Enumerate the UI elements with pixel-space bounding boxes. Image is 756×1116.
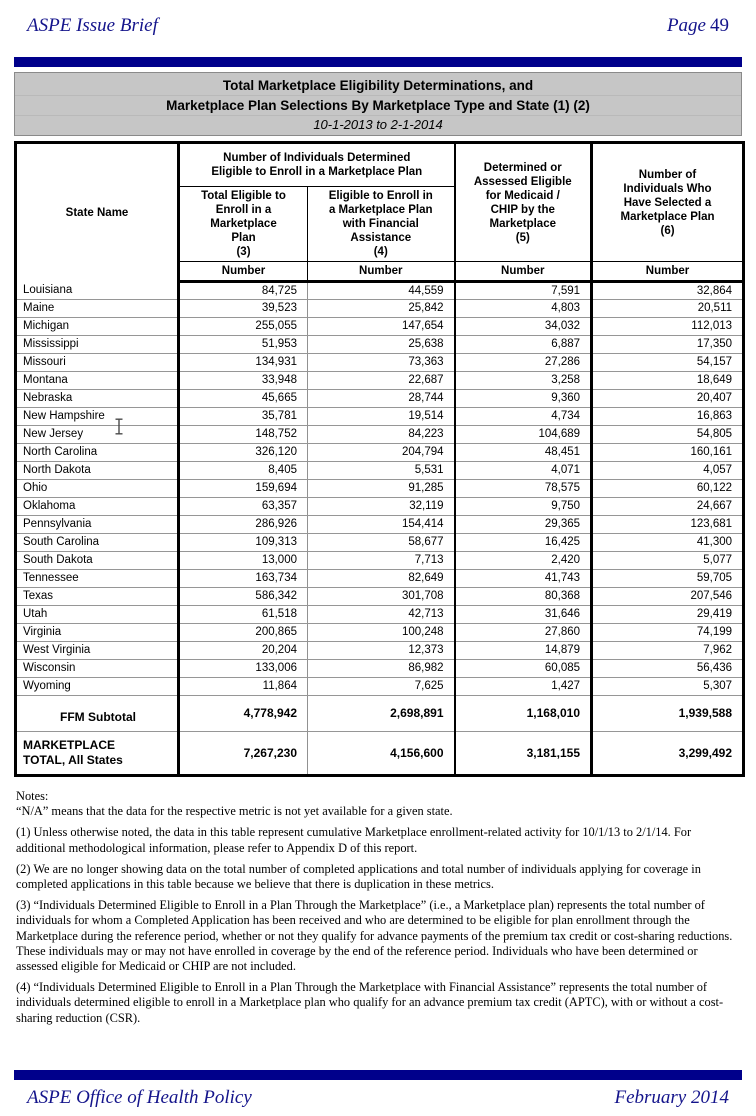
value-cell: 7,625 bbox=[308, 678, 455, 696]
value-cell: 148,752 bbox=[179, 426, 308, 444]
value-cell: 25,638 bbox=[308, 336, 455, 354]
value-cell: 48,451 bbox=[455, 444, 592, 462]
value-cell: 73,363 bbox=[308, 354, 455, 372]
value-cell: 60,122 bbox=[592, 480, 744, 498]
value-cell: 51,953 bbox=[179, 336, 308, 354]
value-cell: 286,926 bbox=[179, 516, 308, 534]
page-masthead bbox=[27, 15, 729, 37]
page-number bbox=[667, 15, 729, 37]
table-row bbox=[16, 462, 744, 480]
grand-total-value: 3,181,155 bbox=[455, 732, 592, 776]
state-cell: Wyoming bbox=[16, 678, 179, 696]
table-row bbox=[16, 390, 744, 408]
value-cell: 4,071 bbox=[455, 462, 592, 480]
value-cell: 13,000 bbox=[179, 552, 308, 570]
bottom-divider-bar bbox=[14, 1070, 742, 1080]
value-cell: 56,436 bbox=[592, 660, 744, 678]
state-cell: Oklahoma bbox=[16, 498, 179, 516]
table-row bbox=[16, 408, 744, 426]
value-cell: 5,531 bbox=[308, 462, 455, 480]
top-divider-bar bbox=[14, 57, 742, 67]
unit-label: Number bbox=[179, 262, 308, 282]
subtotal-value: 4,778,942 bbox=[179, 696, 308, 732]
state-cell: Ohio bbox=[16, 480, 179, 498]
value-cell: 24,667 bbox=[592, 498, 744, 516]
notes-heading: Notes: bbox=[16, 789, 49, 803]
value-cell: 20,204 bbox=[179, 642, 308, 660]
document-page bbox=[0, 15, 756, 1116]
state-cell: West Virginia bbox=[16, 642, 179, 660]
value-cell: 9,750 bbox=[455, 498, 592, 516]
state-cell: Maine bbox=[16, 300, 179, 318]
value-cell: 204,794 bbox=[308, 444, 455, 462]
table-row bbox=[16, 660, 744, 678]
value-cell: 8,405 bbox=[179, 462, 308, 480]
grand-total-label: MARKETPLACE TOTAL, All States bbox=[16, 732, 179, 776]
value-cell: 16,863 bbox=[592, 408, 744, 426]
table-row bbox=[16, 642, 744, 660]
table-row bbox=[16, 588, 744, 606]
note-1: (1) Unless otherwise noted, the data in this table represent cumulative Marketplace enrollment-related activity for 10/1/13 to 2/1/14. For additional methodological information, please refer to Appendix D of this report. bbox=[16, 825, 692, 855]
state-cell: Nebraska bbox=[16, 390, 179, 408]
table-row bbox=[16, 444, 744, 462]
footer-office: ASPE Office of Health Policy bbox=[27, 1087, 252, 1108]
table-row bbox=[16, 336, 744, 354]
value-cell: 301,708 bbox=[308, 588, 455, 606]
table-row bbox=[16, 606, 744, 624]
value-cell: 200,865 bbox=[179, 624, 308, 642]
grand-total-value: 4,156,600 bbox=[308, 732, 455, 776]
state-cell: Virginia bbox=[16, 624, 179, 642]
subtotal-value: 1,168,010 bbox=[455, 696, 592, 732]
value-cell: 2,420 bbox=[455, 552, 592, 570]
value-cell: 25,842 bbox=[308, 300, 455, 318]
value-cell: 586,342 bbox=[179, 588, 308, 606]
table-title-line1: Total Marketplace Eligibility Determinations, and bbox=[15, 76, 741, 96]
value-cell: 154,414 bbox=[308, 516, 455, 534]
value-cell: 160,161 bbox=[592, 444, 744, 462]
value-cell: 35,781 bbox=[179, 408, 308, 426]
value-cell: 63,357 bbox=[179, 498, 308, 516]
value-cell: 4,734 bbox=[455, 408, 592, 426]
value-cell: 31,646 bbox=[455, 606, 592, 624]
state-cell: North Dakota bbox=[16, 462, 179, 480]
value-cell: 61,518 bbox=[179, 606, 308, 624]
value-cell: 42,713 bbox=[308, 606, 455, 624]
unit-label: Number bbox=[592, 262, 744, 282]
value-cell: 12,373 bbox=[308, 642, 455, 660]
value-cell: 19,514 bbox=[308, 408, 455, 426]
marketplace-total-row bbox=[16, 732, 744, 776]
value-cell: 20,511 bbox=[592, 300, 744, 318]
page-footer bbox=[0, 1070, 756, 1109]
value-cell: 41,743 bbox=[455, 570, 592, 588]
value-cell: 17,350 bbox=[592, 336, 744, 354]
value-cell: 59,705 bbox=[592, 570, 744, 588]
value-cell: 80,368 bbox=[455, 588, 592, 606]
grand-total-value: 3,299,492 bbox=[678, 745, 733, 760]
header-total-eligible: Total Eligible to Enroll in a Marketplace Plan (3) bbox=[179, 187, 308, 262]
note-na: “N/A” means that the data for the respective metric is not yet available for a given state. bbox=[16, 804, 453, 819]
value-cell: 7,591 bbox=[455, 282, 592, 300]
state-cell: North Carolina bbox=[16, 444, 179, 462]
value-cell: 147,654 bbox=[308, 318, 455, 336]
notes-section bbox=[16, 789, 740, 1026]
table-row bbox=[16, 678, 744, 696]
value-cell: 123,681 bbox=[592, 516, 744, 534]
value-cell: 58,677 bbox=[308, 534, 455, 552]
value-cell: 133,006 bbox=[179, 660, 308, 678]
table-row bbox=[16, 552, 744, 570]
value-cell: 45,665 bbox=[179, 390, 308, 408]
value-cell: 39,523 bbox=[179, 300, 308, 318]
value-cell: 5,077 bbox=[592, 552, 744, 570]
subtotal-value: 2,698,891 bbox=[308, 696, 455, 732]
table-row bbox=[16, 354, 744, 372]
value-cell: 6,887 bbox=[455, 336, 592, 354]
value-cell: 5,307 bbox=[592, 678, 744, 696]
value-cell: 28,744 bbox=[308, 390, 455, 408]
value-cell: 112,013 bbox=[592, 318, 744, 336]
value-cell: 134,931 bbox=[179, 354, 308, 372]
subtotal-label: FFM Subtotal bbox=[16, 696, 179, 732]
state-cell: Louisiana bbox=[16, 282, 179, 300]
value-cell: 82,649 bbox=[308, 570, 455, 588]
state-cell: Wisconsin bbox=[16, 660, 179, 678]
state-cell: Tennessee bbox=[16, 570, 179, 588]
value-cell: 326,120 bbox=[179, 444, 308, 462]
value-cell: 27,286 bbox=[455, 354, 592, 372]
state-cell: Pennsylvania bbox=[16, 516, 179, 534]
value-cell: 29,365 bbox=[455, 516, 592, 534]
page-number-label: Page bbox=[666, 15, 706, 36]
table-title-period: 10-1-2013 to 2-1-2014 bbox=[313, 117, 443, 132]
value-cell: 159,694 bbox=[179, 480, 308, 498]
value-cell: 207,546 bbox=[592, 588, 744, 606]
grand-total-value: 7,267,230 bbox=[179, 732, 308, 776]
header-state-name: State Name bbox=[16, 143, 179, 282]
brief-title: ASPE Issue Brief bbox=[27, 15, 158, 36]
value-cell: 86,982 bbox=[308, 660, 455, 678]
value-cell: 32,864 bbox=[592, 282, 744, 300]
table-header bbox=[16, 143, 744, 282]
state-cell: Mississippi bbox=[16, 336, 179, 354]
table-row bbox=[16, 318, 744, 336]
value-cell: 34,032 bbox=[455, 318, 592, 336]
value-cell: 84,725 bbox=[179, 282, 308, 300]
value-cell: 7,713 bbox=[308, 552, 455, 570]
table-row bbox=[16, 516, 744, 534]
header-with-assistance: Eligible to Enroll in a Marketplace Plan with Financial Assistance (4) bbox=[308, 187, 455, 262]
value-cell: 100,248 bbox=[308, 624, 455, 642]
footer-date: February 2014 bbox=[614, 1087, 729, 1108]
value-cell: 22,687 bbox=[308, 372, 455, 390]
table-row bbox=[16, 480, 744, 498]
value-cell: 1,427 bbox=[455, 678, 592, 696]
unit-label: Number bbox=[455, 262, 592, 282]
header-medicaid-chip: Determined or Assessed Eligible for Medicaid / CHIP by the Marketplace (5) bbox=[455, 143, 592, 262]
table-row bbox=[16, 570, 744, 588]
value-cell: 18,649 bbox=[592, 372, 744, 390]
value-cell: 255,055 bbox=[179, 318, 308, 336]
table-row bbox=[16, 282, 744, 300]
state-cell: Missouri bbox=[16, 354, 179, 372]
page-number-value: 49 bbox=[710, 15, 729, 36]
value-cell: 74,199 bbox=[592, 624, 744, 642]
value-cell: 109,313 bbox=[179, 534, 308, 552]
ffm-subtotal-row bbox=[16, 696, 744, 732]
value-cell: 16,425 bbox=[455, 534, 592, 552]
table-row bbox=[16, 534, 744, 552]
header-selected-plan: Number of Individuals Who Have Selected a Marketplace Plan (6) bbox=[592, 143, 744, 262]
state-cell: South Dakota bbox=[16, 552, 179, 570]
value-cell: 32,119 bbox=[308, 498, 455, 516]
value-cell: 11,864 bbox=[179, 678, 308, 696]
state-cell: South Carolina bbox=[16, 534, 179, 552]
value-cell: 104,689 bbox=[455, 426, 592, 444]
value-cell: 27,860 bbox=[455, 624, 592, 642]
value-cell: 60,085 bbox=[455, 660, 592, 678]
value-cell: 54,157 bbox=[592, 354, 744, 372]
value-cell: 20,407 bbox=[592, 390, 744, 408]
value-cell: 4,803 bbox=[455, 300, 592, 318]
state-cell: Texas bbox=[16, 588, 179, 606]
value-cell: 78,575 bbox=[455, 480, 592, 498]
value-cell: 14,879 bbox=[455, 642, 592, 660]
header-group-eligible: Number of Individuals Determined Eligible to Enroll in a Marketplace Plan bbox=[179, 143, 455, 187]
value-cell: 7,962 bbox=[592, 642, 744, 660]
table-row bbox=[16, 498, 744, 516]
value-cell: 54,805 bbox=[592, 426, 744, 444]
unit-label: Number bbox=[308, 262, 455, 282]
value-cell: 91,285 bbox=[308, 480, 455, 498]
state-cell: New Hampshire bbox=[16, 408, 179, 426]
note-2: (2) We are no longer showing data on the total number of completed applications and total number of individuals applying for coverage in completed applications in this table because we believe that there is duplication in these metrics. bbox=[16, 861, 701, 892]
value-cell: 3,258 bbox=[455, 372, 592, 390]
eligibility-table bbox=[14, 141, 745, 777]
footer-text bbox=[27, 1087, 729, 1109]
value-cell: 33,948 bbox=[179, 372, 308, 390]
state-cell: Michigan bbox=[16, 318, 179, 336]
value-cell: 44,559 bbox=[308, 282, 455, 300]
header-row-group bbox=[16, 143, 744, 187]
value-cell: 41,300 bbox=[592, 534, 744, 552]
state-cell: Montana bbox=[16, 372, 179, 390]
table-title-box bbox=[14, 72, 742, 136]
state-cell: New Jersey bbox=[16, 426, 179, 444]
value-cell: 84,223 bbox=[308, 426, 455, 444]
table-row bbox=[16, 426, 744, 444]
subtotal-value: 1,939,588 bbox=[592, 696, 744, 732]
table-title-line2: Marketplace Plan Selections By Marketplace Type and State (1) (2) bbox=[15, 96, 741, 116]
state-cell: Utah bbox=[16, 606, 179, 624]
value-cell: 4,057 bbox=[592, 462, 744, 480]
value-cell: 163,734 bbox=[179, 570, 308, 588]
table-row bbox=[16, 624, 744, 642]
value-cell: 9,360 bbox=[455, 390, 592, 408]
table-body bbox=[16, 282, 744, 776]
table-row bbox=[16, 300, 744, 318]
note-4: (4) “Individuals Determined Eligible to Enroll in a Plan Through the Marketplace with Financial Assistance” represents the total number of individuals determined eligible to enroll in a Marketplace plan who qualify for an advance premium tax credit (APTC), with or without a cost-sharing reduction (CSR). bbox=[16, 980, 724, 1025]
value-cell: 29,419 bbox=[592, 606, 744, 624]
note-3: (3) “Individuals Determined Eligible to Enroll in a Plan Through the Marketplace” (i.e., a Marketplace plan) represents the total number of individuals for whom a Completed Application has been received and who are determined to be eligible for plan enrollment through the Marketplace during the reference period, whether or not they qualify for advance payments of the premium tax credit or cost-sharing reductions. These individuals may or may not have enrolled in coverage by the end of the reference period. Individuals who have been determined or assessed eligible for Medicaid or CHIP are not included. bbox=[16, 898, 733, 974]
table-row bbox=[16, 372, 744, 390]
